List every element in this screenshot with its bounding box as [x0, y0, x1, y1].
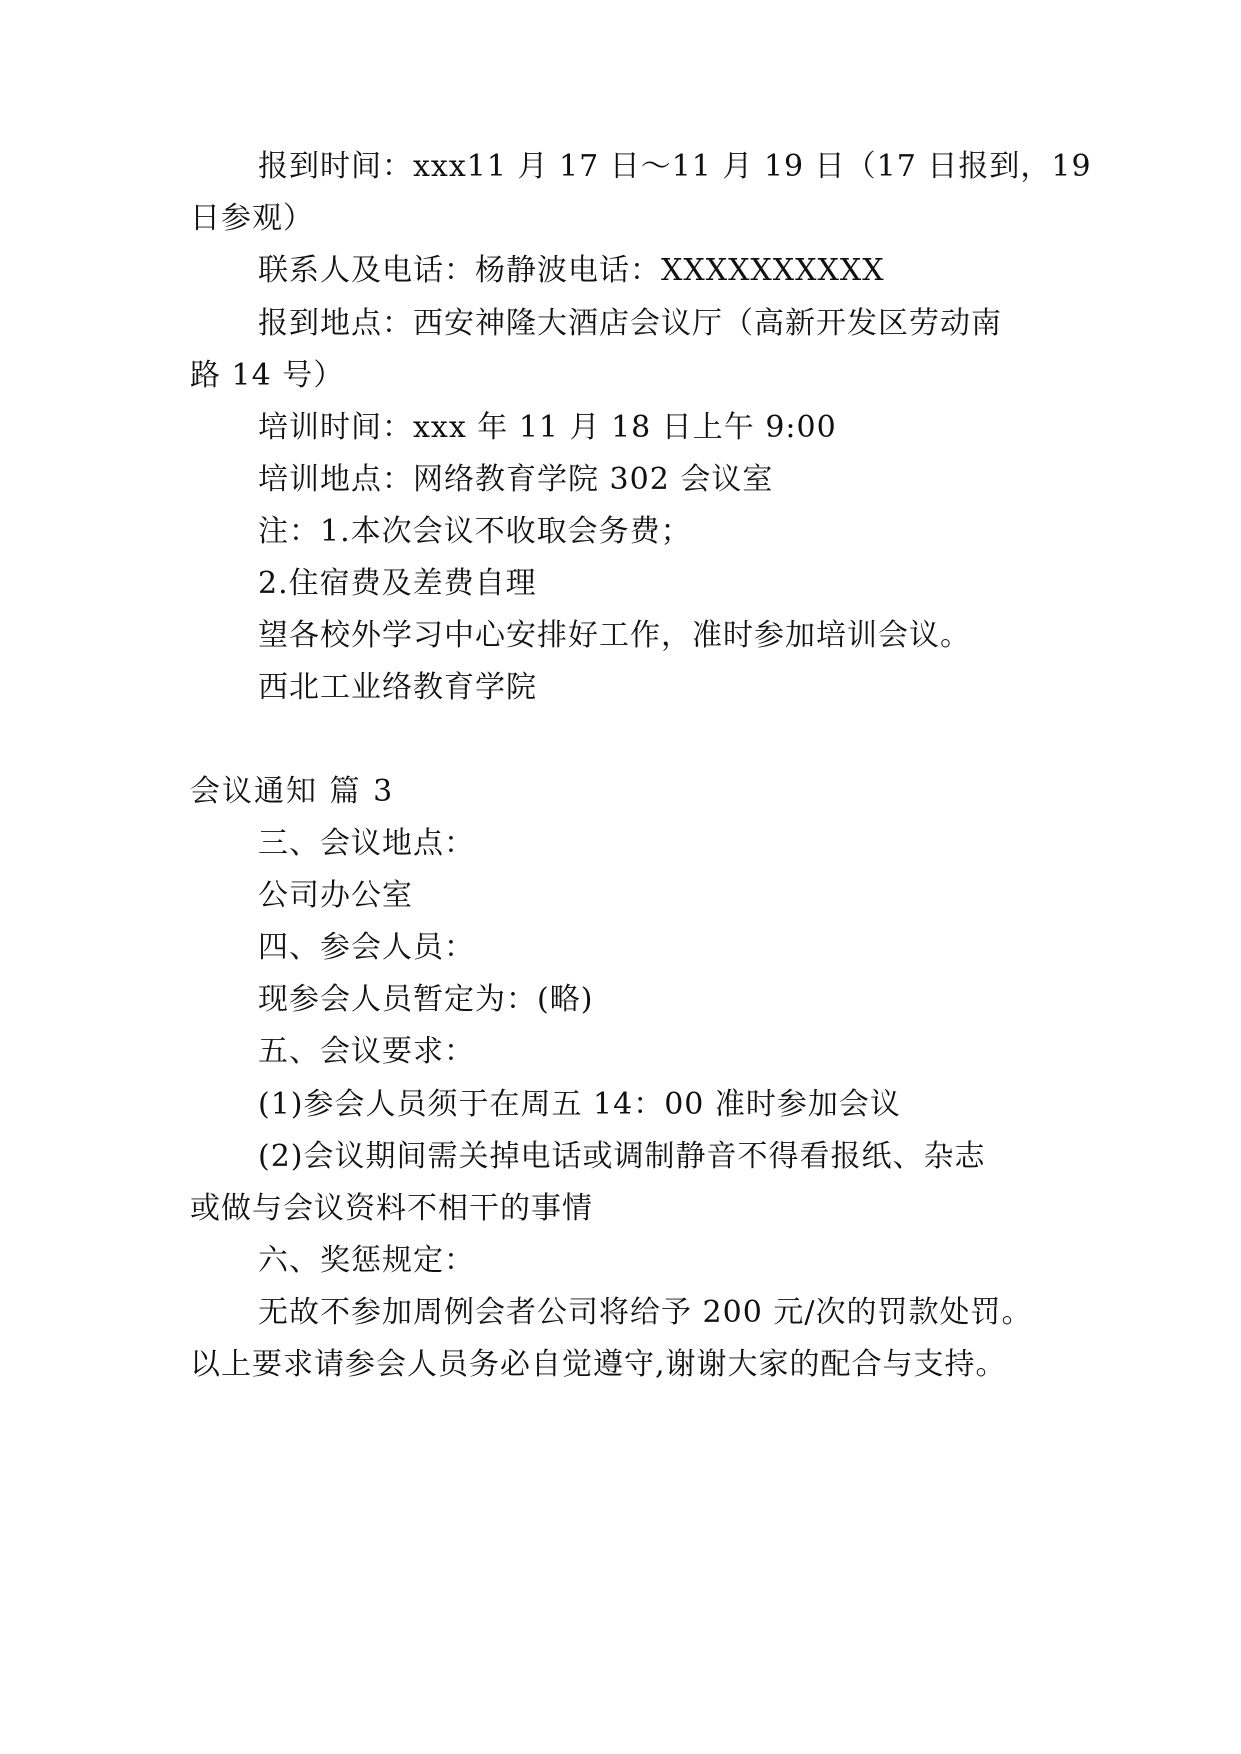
signature-line: 西北工业络教育学院 — [258, 670, 537, 705]
report-place-continuation: 路 14 号） — [190, 358, 345, 393]
note-line-2: 2.住宿费及差费自理 — [258, 566, 537, 601]
training-time-line: 培训时间：xxx 年 11 月 18 日上午 9:00 — [258, 410, 837, 445]
section3-heading: 三、会议地点： — [258, 826, 475, 861]
section4-text: 现参会人员暂定为：(略) — [258, 982, 594, 1017]
report-time-continuation: 日参观） — [190, 201, 314, 236]
section5-heading: 五、会议要求： — [258, 1034, 475, 1069]
final-line: 以上要求请参会人员务必自觉遵守,谢谢大家的配合与支持。 — [190, 1347, 1007, 1382]
rule-line: 无故不参加周例会者公司将给予 200 元/次的罚款处罚。 — [258, 1295, 1033, 1330]
report-place-line: 报到地点：西安神隆大酒店会议厅（高新开发区劳动南 — [258, 306, 1002, 341]
requirement-2: (2)会议期间需关掉电话或调制静音不得看报纸、杂志 — [258, 1139, 986, 1174]
report-time-line: 报到时间：xxx11 月 17 日～11 月 19 日（17 日报到，19 — [258, 149, 1092, 184]
training-place-line: 培训地点：网络教育学院 302 会议室 — [258, 462, 774, 497]
section3-text: 公司办公室 — [258, 878, 413, 913]
section4-heading: 四、参会人员： — [258, 930, 475, 965]
contact-line: 联系人及电话：杨静波电话：XXXXXXXXXX — [258, 253, 885, 288]
section-title: 会议通知 篇 3 — [190, 774, 395, 809]
closing-line: 望各校外学习中心安排好工作，准时参加培训会议。 — [258, 618, 971, 653]
note-line-1: 注：1.本次会议不收取会务费； — [258, 514, 692, 549]
section6-heading: 六、奖惩规定： — [258, 1243, 475, 1278]
requirement-1: (1)参会人员须于在周五 14：00 准时参加会议 — [258, 1087, 901, 1122]
requirement-2-continuation: 或做与会议资料不相干的事情 — [190, 1191, 593, 1226]
